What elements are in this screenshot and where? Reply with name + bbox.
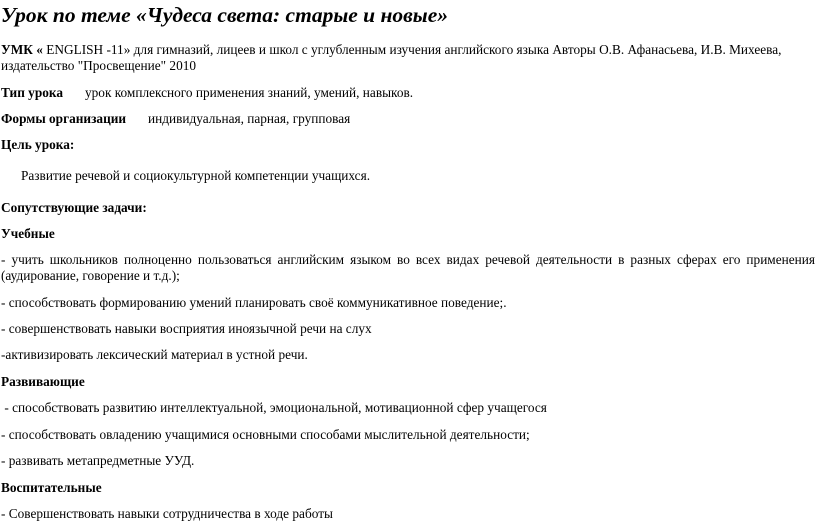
- educational-heading: Учебные: [1, 226, 55, 241]
- upbringing-item-1: - Совершенствовать навыки сотрудничества в ходе работы: [1, 506, 333, 521]
- page-title: Урок по теме «Чудеса света: старые и новые»: [1, 3, 448, 27]
- forms-label: Формы организации: [1, 111, 127, 126]
- umk-label: УМК «: [1, 42, 43, 57]
- educational-item-2: - способствовать формированию умений планировать своё коммуникативное поведение;.: [1, 295, 507, 310]
- umk-line-1: [1, 42, 782, 58]
- developing-heading: Развивающие: [1, 374, 85, 389]
- educational-item-1-line-1: - учить школьников полноценно пользоваться английским языком во всех видах речевой деятельности в разных сферах его применения: [1, 252, 815, 267]
- upbringing-heading: Воспитательные: [1, 480, 102, 495]
- umk-line-2: издательство "Просвещение" 2010: [1, 58, 197, 73]
- lesson-type-label: Тип урока: [1, 85, 63, 100]
- goal-label: Цель урока:: [1, 137, 75, 152]
- educational-item-1-line-2: (аудирование, говорение и т.д.);: [1, 268, 180, 283]
- umk-text-1: ENGLISH -11» для гимназий, лицеев и школ с углубленным изучения английского языка Авторы О.В. Афанасьева, И.В. Михеева,: [42, 42, 782, 57]
- goal-value: Развитие речевой и социокультурной компетенции учащихся.: [21, 168, 371, 183]
- educational-item-3: - совершенствовать навыки восприятия иноязычной речи на слух: [1, 321, 372, 336]
- developing-item-3: - развивать метапредметные УУД.: [1, 453, 195, 468]
- forms-value: индивидуальная, парная, групповая: [148, 111, 351, 126]
- lesson-type-value: урок комплексного применения знаний, умений, навыков.: [85, 85, 414, 100]
- educational-item-4: -активизировать лексический материал в устной речи.: [1, 347, 308, 362]
- developing-item-1: - способствовать развитию интеллектуальной, эмоциональной, мотивационной сфер учащегося: [1, 400, 547, 415]
- developing-item-2: - способствовать овладению учащимися основными способами мыслительной деятельности;: [1, 427, 530, 442]
- tasks-heading: Сопутствующие задачи:: [1, 200, 147, 215]
